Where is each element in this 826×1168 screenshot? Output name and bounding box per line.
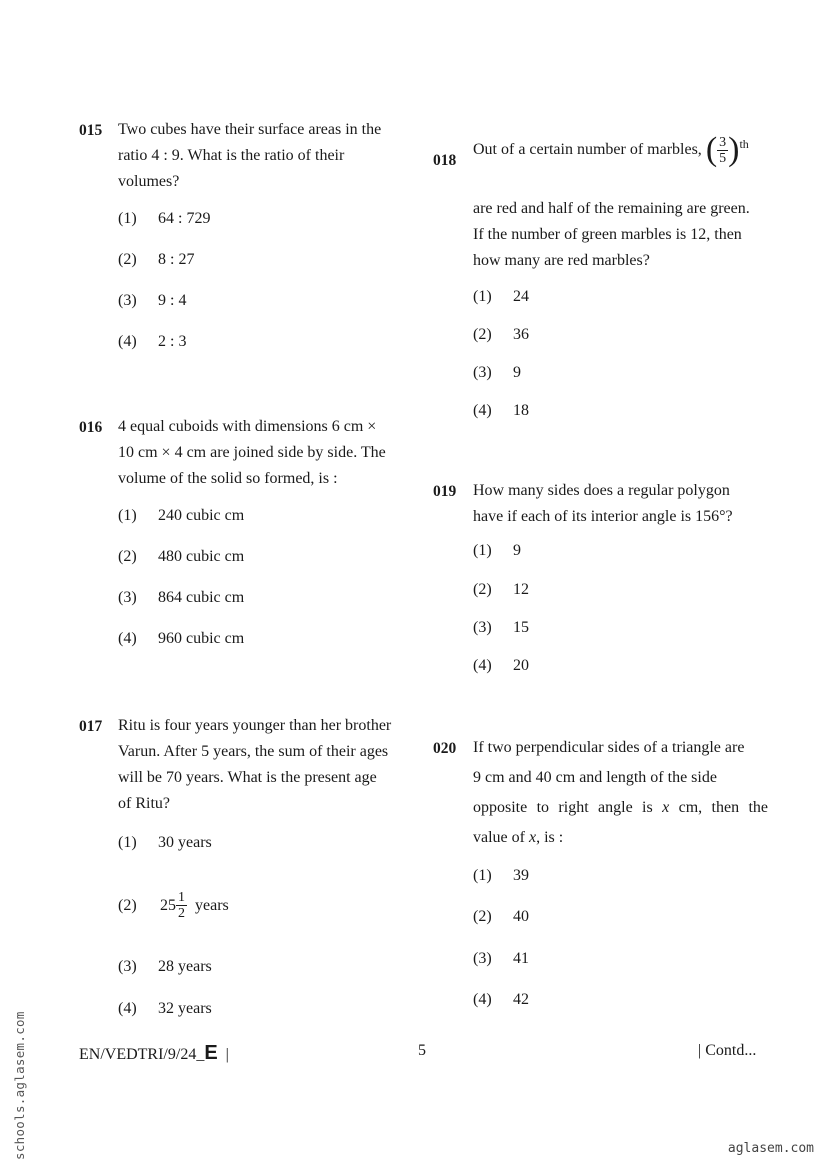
question-text: How many sides does a regular polygon have if each of its interior angle is 156°? xyxy=(473,482,733,525)
option-2: (2) 25 $\frac{1}{2}$ years xyxy=(118,890,229,921)
set-letter: E xyxy=(204,1042,218,1064)
right-paren: ) xyxy=(728,131,740,168)
option-3: (3) 864 cubic cm xyxy=(118,589,245,606)
fraction: $\frac{1}{2}$ xyxy=(178,890,185,921)
question-lead: Out of a certain number of marbles, ( $\frac{3}{5}$ )$^{th}$ xyxy=(473,131,749,168)
option-2: (2) 40 xyxy=(473,908,529,925)
option-4: (4) 32 years xyxy=(118,1000,212,1017)
option-4: (4) 20 xyxy=(473,657,529,674)
option-1: (1) 24 xyxy=(473,288,529,305)
option-2: (2) 480 cubic cm xyxy=(118,548,245,565)
option-4: (4) 960 cubic cm xyxy=(118,630,245,647)
option-2: (2) 8 : 27 xyxy=(118,251,195,268)
variable-x: x xyxy=(662,799,670,816)
option-3: (3) 28 years xyxy=(118,958,212,975)
question-number: 017 xyxy=(79,718,103,735)
option-1: (1) 39 xyxy=(473,867,529,884)
paper-code: EN/VEDTRI/9/24_E | xyxy=(79,1042,229,1064)
question-number: 019 xyxy=(433,483,457,500)
question-text: are red and half of the remaining are green. If the number of green marbles is 12, then how many are red marbles? xyxy=(473,200,750,269)
option-1: (1) 240 cubic cm xyxy=(118,507,245,524)
option-4: (4) 42 xyxy=(473,991,529,1008)
question-text: 4 equal cuboids with dimensions 6 cm × 10 cm × 4 cm are joined side by side. The volume of the solid so formed, is : xyxy=(118,418,386,487)
option-4: (4) 18 xyxy=(473,402,529,419)
question-number: 020 xyxy=(433,740,457,757)
page-number: 5 xyxy=(418,1042,426,1059)
option-3: (3) 9 : 4 xyxy=(118,292,187,309)
option-3: (3) 15 xyxy=(473,619,529,636)
fraction: $\frac{3}{5}$ xyxy=(719,134,727,166)
option-3: (3) 9 xyxy=(473,364,521,381)
question-number: 018 xyxy=(433,152,457,169)
question-text: Ritu is four years younger than her brother Varun. After 5 years, the sum of their ages will be 70 years. What is the present age of Ritu? xyxy=(118,717,392,812)
option-2: (2) 12 xyxy=(473,581,529,598)
option-2: (2) 36 xyxy=(473,326,529,343)
option-1: (1) 30 years xyxy=(118,834,212,851)
question-number: 016 xyxy=(79,419,103,436)
question-text: If two perpendicular sides of a triangle are 9 cm and 40 cm and length of the side opposite to right angle is x cm, then the value of x, is : xyxy=(473,739,769,846)
variable-x: x xyxy=(528,829,537,846)
question-number: 015 xyxy=(79,122,103,139)
option-3: (3) 41 xyxy=(473,950,529,967)
question-text: Two cubes have their surface areas in the ratio 4 : 9. What is the ratio of their volumes? xyxy=(118,121,382,190)
side-watermark: schools.aglasem.com xyxy=(12,1011,27,1160)
left-paren: ( xyxy=(705,131,718,168)
option-1: (1) 9 xyxy=(473,542,521,559)
corner-watermark: aglasem.com xyxy=(727,1141,814,1156)
option-4: (4) 2 : 3 xyxy=(118,333,187,350)
contd-label: | Contd... xyxy=(698,1042,757,1059)
option-1: (1) 64 : 729 xyxy=(118,210,211,227)
